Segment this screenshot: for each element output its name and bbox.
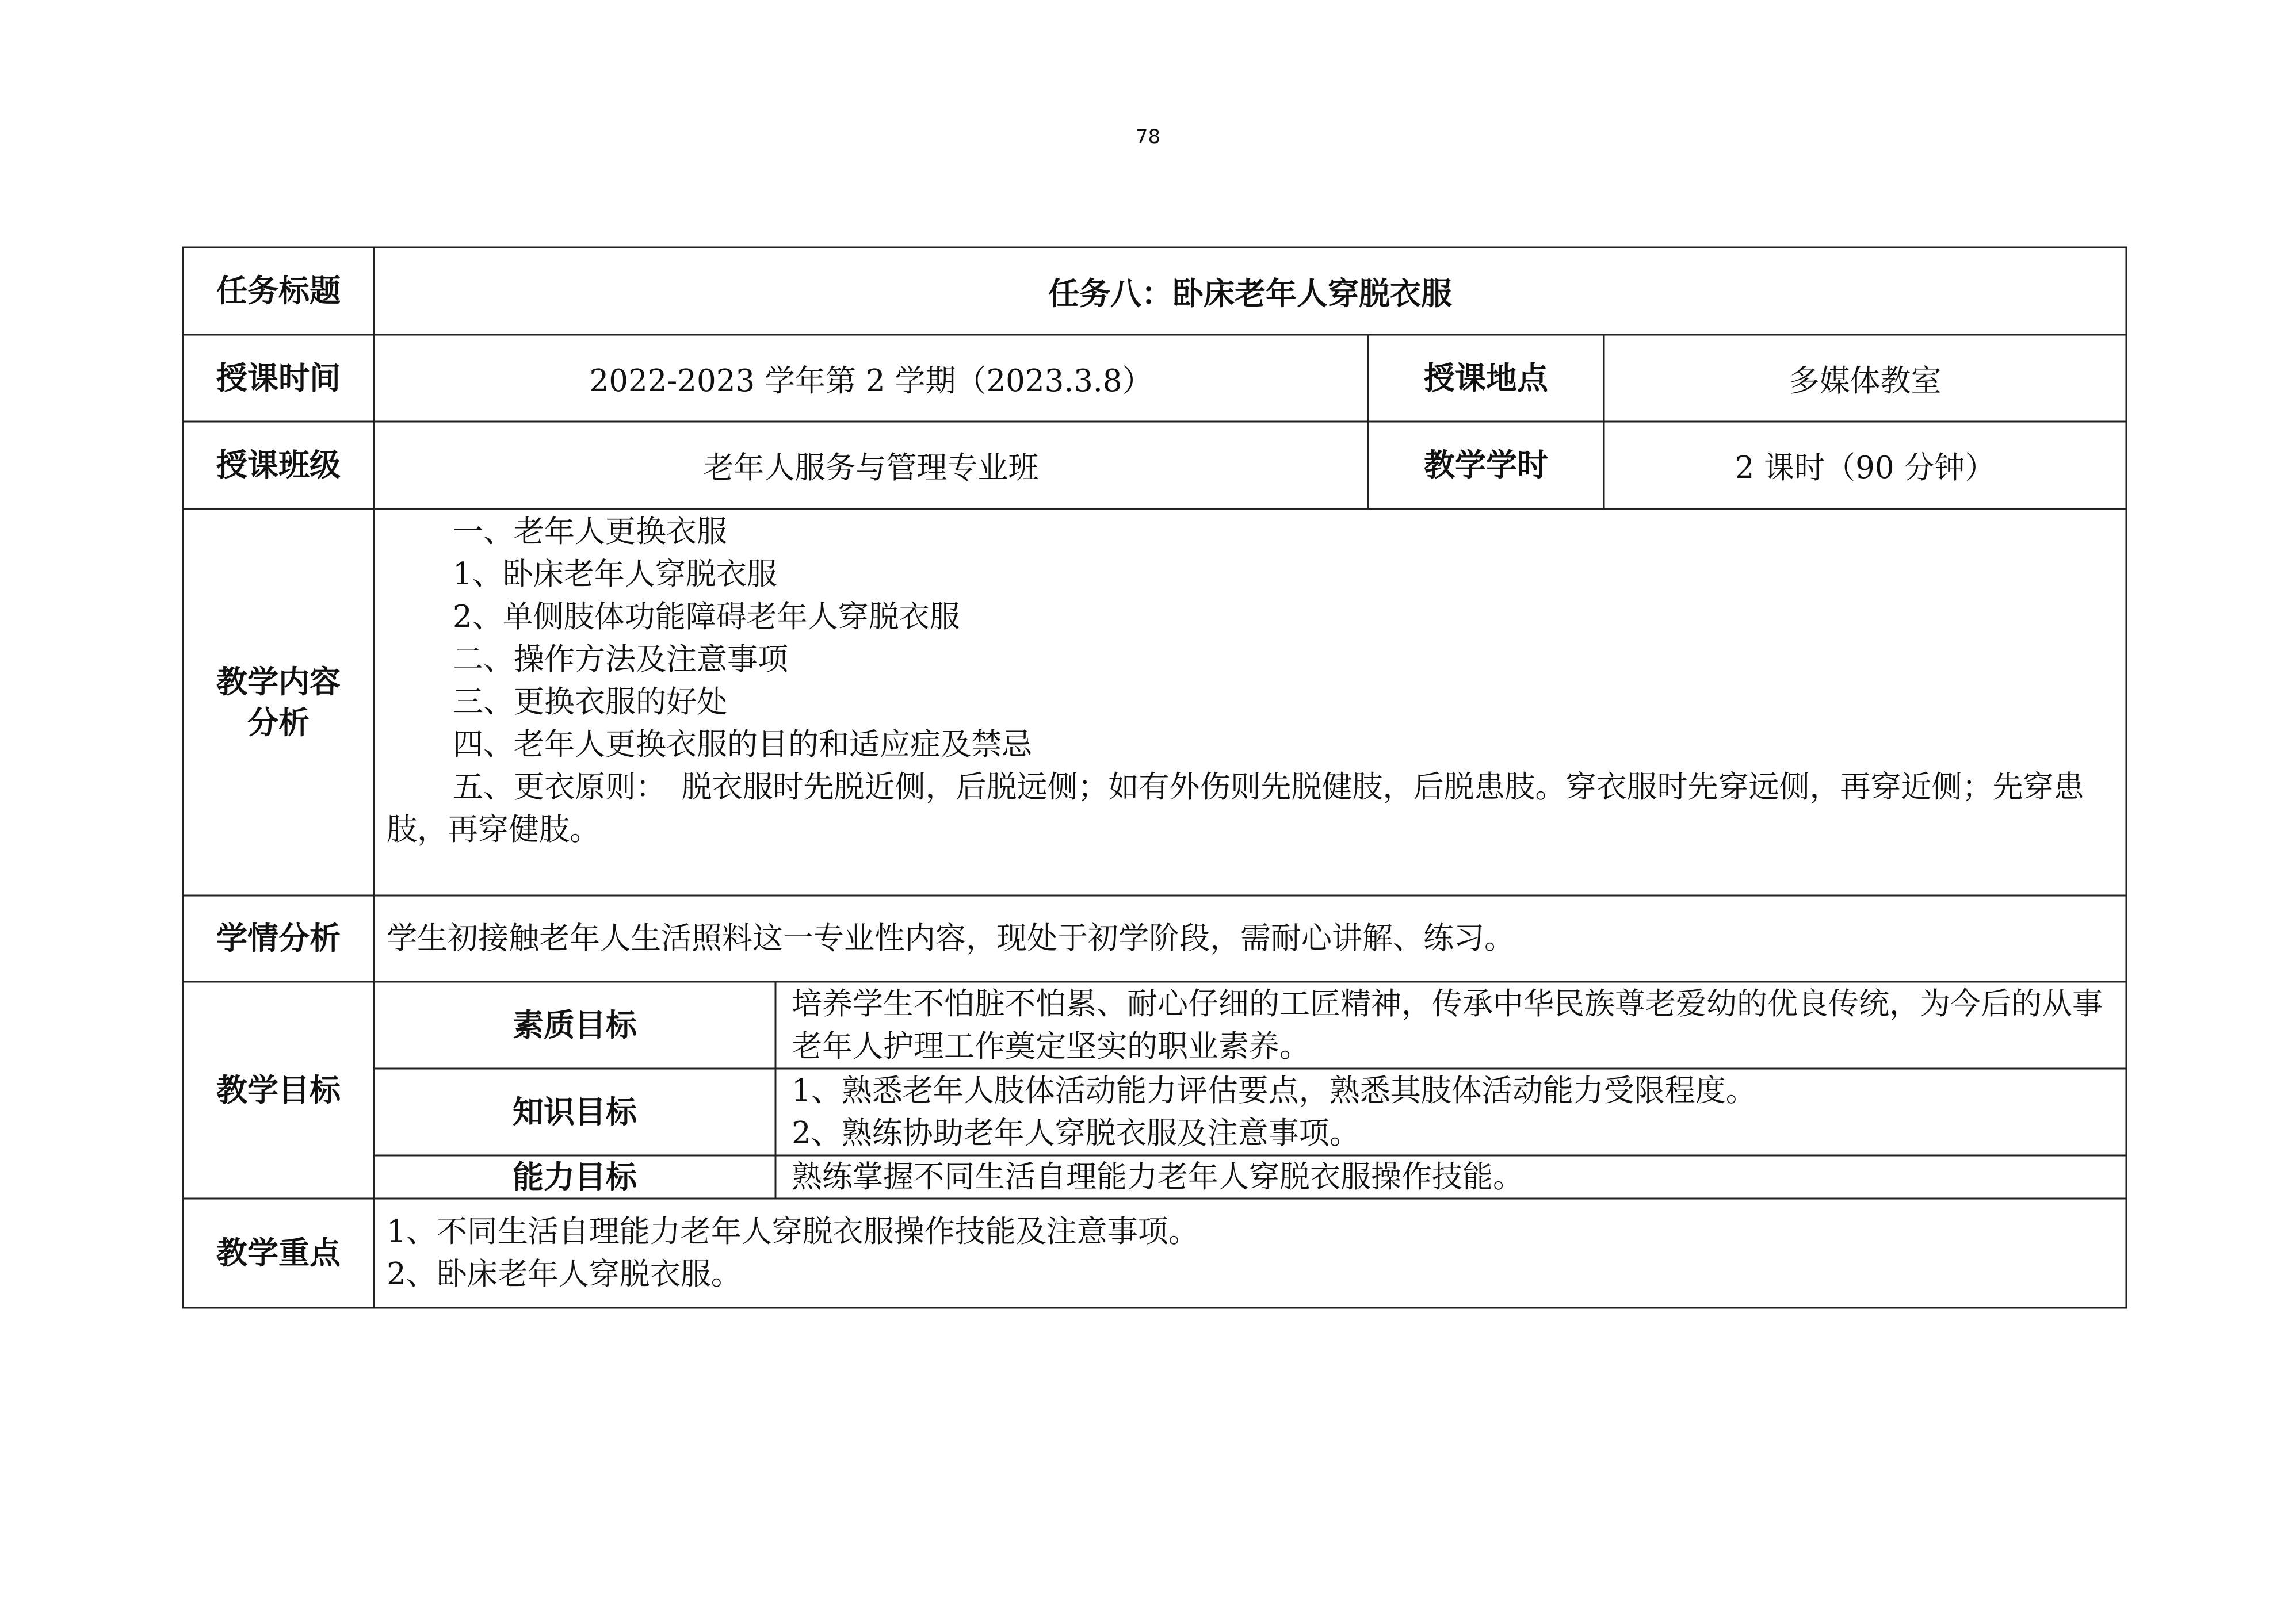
teaching-place-value: 多媒体教室 bbox=[1789, 363, 1942, 399]
knowledge-line: 2、熟练协助老年人穿脱衣服及注意事项。 bbox=[792, 1115, 1360, 1151]
task-title-label: 任务标题 bbox=[216, 273, 341, 309]
student-analysis-label: 学情分析 bbox=[216, 920, 341, 957]
key-point-line: 1、不同生活自理能力老年人穿脱衣服操作技能及注意事项。 bbox=[387, 1214, 1199, 1249]
content-line: 1、卧床老年人穿脱衣服 bbox=[453, 557, 777, 592]
content-line: 四、老年人更换衣服的目的和适应症及禁忌 bbox=[453, 727, 1032, 762]
knowledge-objective-value bbox=[792, 1069, 2122, 1155]
content-line: 一、老年人更换衣服 bbox=[453, 514, 727, 549]
content-analysis-body bbox=[387, 511, 2122, 851]
teaching-place-label: 授课地点 bbox=[1424, 359, 1548, 396]
key-point-line: 2、卧床老年人穿脱衣服。 bbox=[387, 1257, 742, 1292]
teaching-time-value: 2022-2023 学年第 2 学期（2023.3.8） bbox=[589, 363, 1153, 399]
knowledge-line: 1、熟悉老年人肢体活动能力评估要点，熟悉其肢体活动能力受限程度。 bbox=[792, 1073, 1756, 1108]
content-line: 2、单侧肢体功能障碍老年人穿脱衣服 bbox=[453, 599, 960, 634]
objectives-label: 教学目标 bbox=[216, 1071, 341, 1108]
page-number: 78 bbox=[1135, 125, 1161, 148]
task-title-value: 任务八：卧床老年人穿脱衣服 bbox=[1048, 275, 1452, 312]
student-analysis-value: 学生初接触老年人生活照料这一专业性内容，现处于初学阶段，需耐心讲解、练习。 bbox=[387, 921, 1515, 956]
content-line: 五、更衣原则： 脱衣服时先脱近侧，后脱远侧；如有外伤则先脱健肢，后脱患肢。穿衣服时先穿远侧，再穿近侧；先穿患肢，再穿健肢。 bbox=[387, 770, 2084, 847]
key-points-label: 教学重点 bbox=[216, 1235, 341, 1272]
knowledge-objective-label: 知识目标 bbox=[513, 1093, 637, 1130]
ability-objective-value: 熟练掌握不同生活自理能力老年人穿脱衣服操作技能。 bbox=[792, 1159, 1523, 1195]
teaching-time-label: 授课时间 bbox=[216, 359, 341, 396]
quality-objective-value: 培养学生不怕脏不怕累、耐心仔细的工匠精神，传承中华民族尊老爱幼的优良传统，为今后的从事老年人护理工作奠定坚实的职业素养。 bbox=[792, 986, 2103, 1064]
class-label: 授课班级 bbox=[216, 447, 341, 484]
content-line: 三、更换衣服的好处 bbox=[453, 684, 727, 719]
content-line: 二、操作方法及注意事项 bbox=[453, 642, 788, 677]
key-points-value bbox=[387, 1199, 2122, 1308]
content-analysis-label bbox=[183, 509, 374, 895]
ability-objective-label: 能力目标 bbox=[513, 1158, 637, 1195]
teaching-hours-label: 教学学时 bbox=[1424, 447, 1548, 484]
content-analysis-label-text: 教学内容分析 bbox=[216, 663, 341, 741]
teaching-hours-value: 2 课时（90 分钟） bbox=[1735, 450, 1996, 485]
quality-objective-label: 素质目标 bbox=[513, 1006, 637, 1043]
class-value: 老年人服务与管理专业班 bbox=[703, 450, 1039, 485]
